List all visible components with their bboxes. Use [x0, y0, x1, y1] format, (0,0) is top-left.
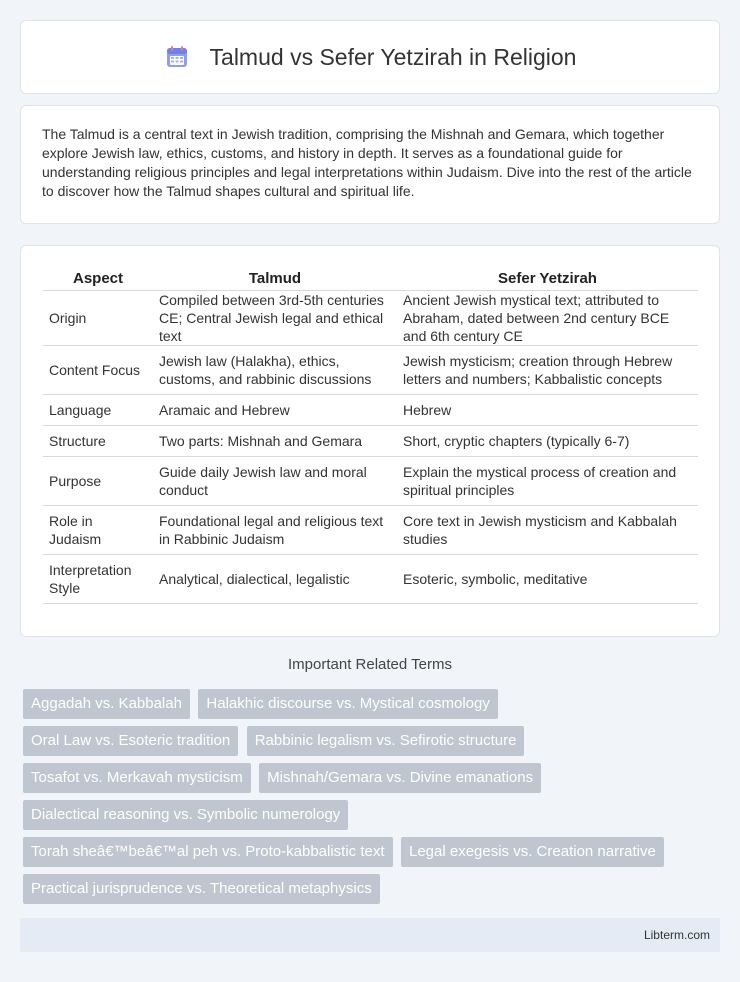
- row-sefer: Hebrew: [397, 395, 698, 426]
- row-aspect: Role in Judaism: [43, 506, 153, 555]
- table-row: [43, 555, 698, 604]
- table-row: [43, 506, 698, 555]
- related-term-tag[interactable]: Oral Law vs. Esoteric tradition: [23, 726, 238, 756]
- row-sefer: Core text in Jewish mysticism and Kabbalah studies: [397, 506, 698, 555]
- page-title: Talmud vs Sefer Yetzirah in Religion: [209, 43, 577, 70]
- related-terms-list: [23, 689, 713, 911]
- related-term-tag[interactable]: Practical jurisprudence vs. Theoretical metaphysics: [23, 874, 380, 904]
- row-aspect: Structure: [43, 426, 153, 457]
- related-term-tag[interactable]: Dialectical reasoning vs. Symbolic numerology: [23, 800, 348, 830]
- header-card: [20, 20, 720, 94]
- table-header-row: [43, 266, 698, 291]
- row-aspect: Origin: [43, 291, 153, 346]
- row-talmud: Guide daily Jewish law and moral conduct: [153, 457, 397, 506]
- related-term-tag[interactable]: Torah sheâ€™beâ€™al peh vs. Proto-kabbalistic text: [23, 837, 393, 867]
- row-aspect: Language: [43, 395, 153, 426]
- table-row: [43, 426, 698, 457]
- row-talmud: Two parts: Mishnah and Gemara: [153, 426, 397, 457]
- intro-card: [20, 105, 720, 224]
- related-term-tag[interactable]: Legal exegesis vs. Creation narrative: [401, 837, 664, 867]
- comparison-table: [43, 266, 698, 604]
- column-header-sefer-yetzirah: Sefer Yetzirah: [397, 266, 698, 291]
- footer: [20, 918, 720, 952]
- row-talmud: Aramaic and Hebrew: [153, 395, 397, 426]
- row-sefer: Short, cryptic chapters (typically 6-7): [397, 426, 698, 457]
- comparison-card: [20, 245, 720, 637]
- table-row: [43, 395, 698, 426]
- related-term-tag[interactable]: Aggadah vs. Kabbalah: [23, 689, 190, 719]
- table-row: [43, 346, 698, 395]
- row-aspect: Purpose: [43, 457, 153, 506]
- row-aspect: Content Focus: [43, 346, 153, 395]
- row-talmud: Jewish law (Halakha), ethics, customs, and rabbinic discussions: [153, 346, 397, 395]
- column-header-talmud: Talmud: [153, 266, 397, 291]
- calendar-icon: [164, 44, 190, 70]
- row-sefer: Esoteric, symbolic, meditative: [397, 555, 698, 604]
- related-term-tag[interactable]: Halakhic discourse vs. Mystical cosmology: [198, 689, 497, 719]
- row-sefer: Explain the mystical process of creation and spiritual principles: [397, 457, 698, 506]
- row-talmud: Analytical, dialectical, legalistic: [153, 555, 397, 604]
- table-row: [43, 291, 698, 346]
- row-talmud: Compiled between 3rd-5th centuries CE; Central Jewish legal and ethical text: [153, 291, 397, 346]
- related-terms-heading: Important Related Terms: [288, 656, 452, 673]
- related-term-tag[interactable]: Mishnah/Gemara vs. Divine emanations: [259, 763, 541, 793]
- related-term-tag[interactable]: Rabbinic legalism vs. Sefirotic structure: [247, 726, 525, 756]
- intro-text: The Talmud is a central text in Jewish tradition, comprising the Mishnah and Gemara, which together explore Jewish law, ethics, customs, and history in depth. It serves as a foundational guide for understanding religious principles and legal interpretations within Judaism. Dive into the rest of the article to discover how the Talmud shapes cultural and spiritual life.: [42, 126, 692, 199]
- row-sefer: Jewish mysticism; creation through Hebrew letters and numbers; Kabbalistic concepts: [397, 346, 698, 395]
- column-header-aspect: Aspect: [43, 266, 153, 291]
- row-talmud: Foundational legal and religious text in Rabbinic Judaism: [153, 506, 397, 555]
- footer-site-link[interactable]: Libterm.com: [643, 928, 710, 942]
- table-row: [43, 457, 698, 506]
- row-sefer: Ancient Jewish mystical text; attributed to Abraham, dated between 2nd century BCE and 6th century CE: [397, 291, 698, 346]
- related-term-tag[interactable]: Tosafot vs. Merkavah mysticism: [23, 763, 251, 793]
- row-aspect: Interpretation Style: [43, 555, 153, 604]
